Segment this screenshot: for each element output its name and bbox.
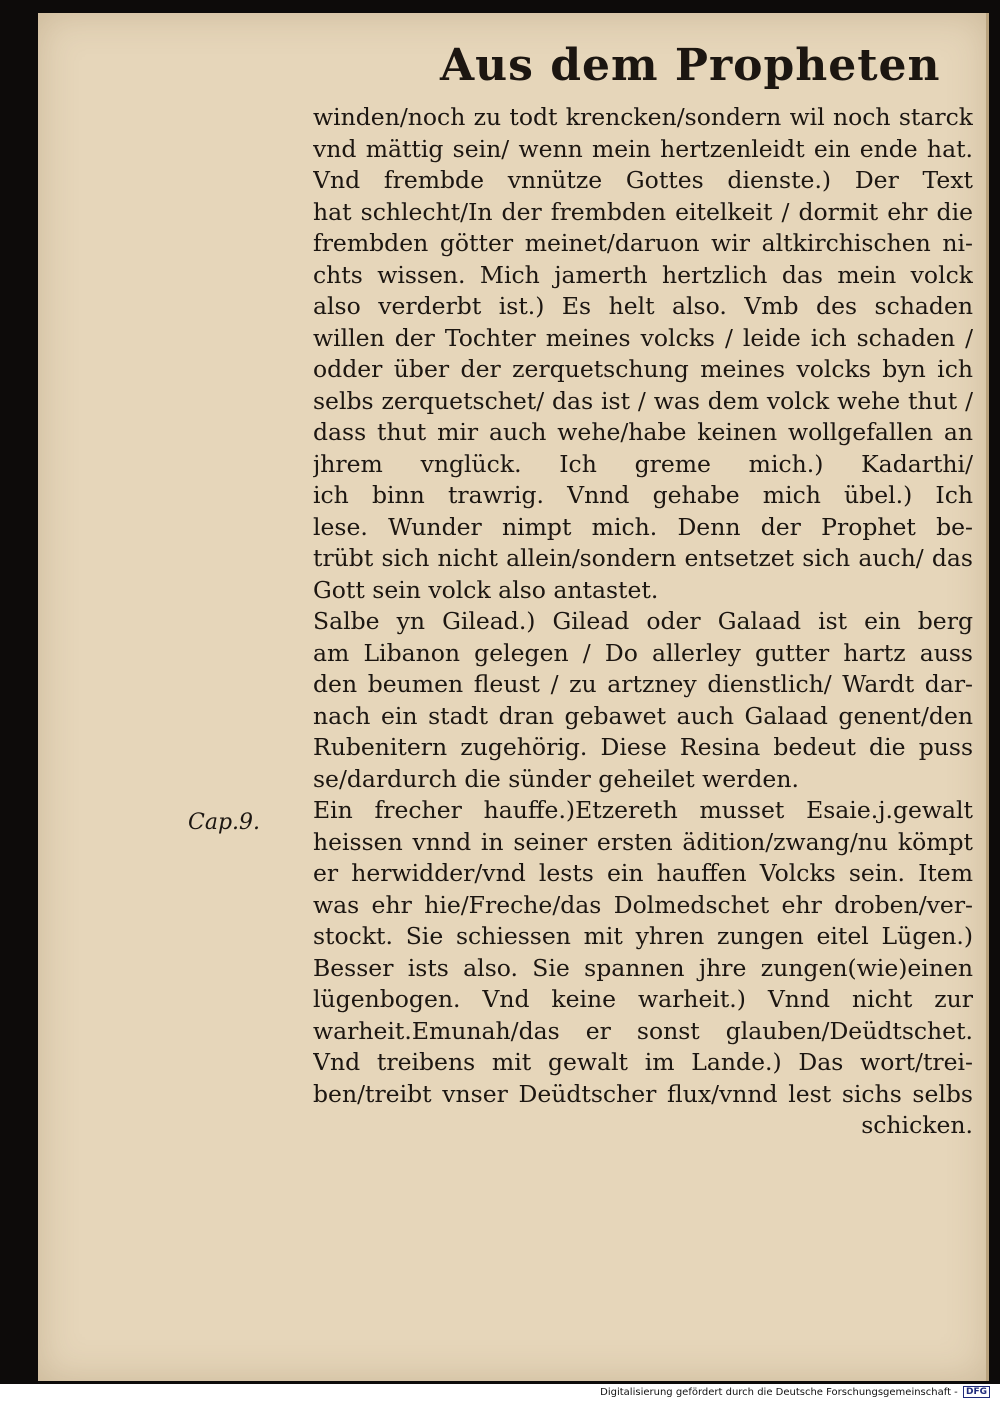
text-line: frembden götter meinet/daruon wir altkirchischen ni-	[313, 229, 973, 257]
text-line: willen der Tochter meines volcks / leide ich schaden /	[313, 323, 973, 352]
text-line: odder über der zerquetschung meines volcks byn ich	[313, 355, 973, 383]
text-line: Ein frecher hauffe.)Etzereth musset Esaie.j.gewalt	[313, 796, 973, 824]
text-line: also verderbt ist.) Es helt also. Vmb des schaden	[313, 292, 973, 320]
text-line: dass thut mir auch wehe/habe keinen wollgefallen an	[313, 418, 973, 446]
text-line: se/dardurch die sünder geheilet werden.	[313, 764, 799, 793]
text-line: den beumen fleust / zu artzney dienstlich/ Wardt dar-	[313, 670, 973, 698]
text-line: er herwidder/vnd lests ein hauffen Volcks sein. Item	[313, 859, 973, 887]
text-line: chts wissen. Mich jamerth hertzlich das mein volck	[313, 260, 973, 289]
text-line: schicken.	[861, 1111, 973, 1139]
text-line: am Libanon gelegen / Do allerley gutter hartz auss	[313, 638, 973, 667]
text-line: was ehr hie/Freche/das Dolmedschet ehr droben/ver-	[313, 890, 973, 919]
text-line: selbs zerquetschet/ das ist / was dem volck wehe thut /	[313, 386, 973, 415]
text-line: ben/treibt vnser Deüdtscher flux/vnnd lest sichs selbs	[313, 1079, 973, 1108]
text-line: Vnd treibens mit gewalt im Lande.) Das wort/trei-	[313, 1048, 973, 1076]
text-line: stockt. Sie schiessen mit yhren zungen eitel Lügen.)	[313, 922, 973, 950]
text-line: warheit.Emunah/das er sonst glauben/Deüdtschet.	[313, 1016, 973, 1045]
text-line: lese. Wunder nimpt mich. Denn der Prophet be-	[313, 512, 973, 541]
page-edge	[986, 13, 989, 1381]
text-line: hat schlecht/In der frembden eitelkeit / dormit ehr die	[313, 197, 973, 226]
text-line: ich binn trawrig. Vnnd gehabe mich übel.) Ich	[313, 481, 973, 509]
running-title: Aus dem Propheten	[440, 40, 941, 91]
text-line: winden/noch zu todt krencken/sondern wil noch starck	[313, 103, 973, 131]
text-line: Vnd frembde vnnütze Gottes dienste.) Der Text	[313, 166, 973, 194]
dfg-logo: DFG	[963, 1386, 990, 1398]
text-line: trübt sich nicht allein/sondern entsetzet sich auch/ das	[313, 544, 973, 572]
margin-note: Cap.9.	[188, 810, 261, 835]
text-line: Besser ists also. Sie spannen jhre zungen(wie)einen	[313, 953, 973, 982]
text-line: heissen vnnd in seiner ersten ädition/zwang/nu kömpt	[313, 827, 973, 856]
footer-credit-text: Digitalisierung gefördert durch die Deutsche Forschungsgemeinschaft -	[600, 1387, 958, 1398]
text-line: Salbe yn Gilead.) Gilead oder Galaad ist ein berg	[313, 607, 973, 635]
text-line: nach ein stadt dran gebawet auch Galaad genent/den	[313, 701, 973, 730]
body-text	[313, 102, 973, 1142]
text-line: jhrem vnglück. Ich greme mich.) Kadarthi/	[313, 449, 973, 478]
footer-credit	[0, 1386, 990, 1400]
text-line: Gott sein volck also antastet.	[313, 575, 659, 604]
text-line: Rubenitern zugehörig. Diese Resina bedeut die puss	[313, 733, 973, 761]
text-line: vnd mättig sein/ wenn mein hertzenleidt ein ende hat.	[313, 134, 973, 163]
text-line: lügenbogen. Vnd keine warheit.) Vnnd nicht zur	[313, 985, 973, 1013]
